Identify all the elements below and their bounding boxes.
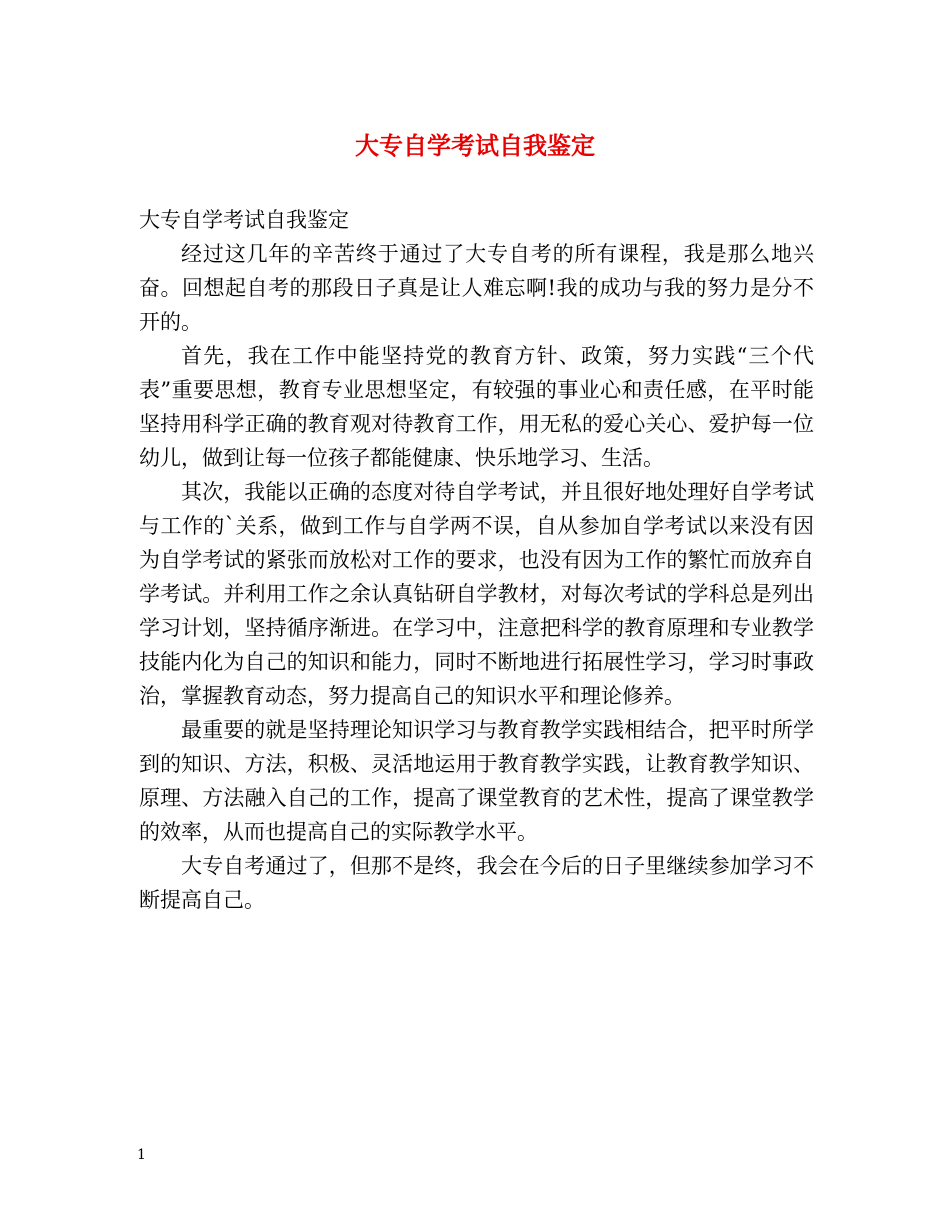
document-body: [139, 203, 814, 917]
paragraph-4: 最重要的就是坚持理论知识学习与教育教学实践相结合，把平时所学到的知识、方法，积极、灵活地运用于教育教学实践，让教育教学知识、原理、方法融入自己的工作，提高了课堂教育的艺术性，提高了课堂教学的效率，从而也提高自己的实际教学水平。: [139, 718, 814, 844]
document-title: 大专自学考试自我鉴定: [355, 131, 595, 160]
page-number: 1: [137, 1147, 146, 1163]
paragraph-5: 大专自考通过了，但那不是终，我会在今后的日子里继续参加学习不断提高自己。: [139, 854, 814, 912]
paragraph-2: 首先，我在工作中能坚持党的教育方针、政策，努力实践“三个代表”重要思想，教育专业思想坚定，有较强的事业心和责任感，在平时能坚持用科学正确的教育观对待教育工作，用无私的爱心关心、爱护每一位幼儿，做到让每一位孩子都能健康、快乐地学习、生活。: [139, 344, 814, 470]
paragraph-1: 经过这几年的辛苦终于通过了大专自考的所有课程，我是那么地兴奋。回想起自考的那段日子真是让人难忘啊!我的成功与我的努力是分不开的。: [139, 242, 814, 334]
document-subtitle: 大专自学考试自我鉴定: [139, 208, 349, 232]
paragraph-3: 其次，我能以正确的态度对待自学考试，并且很好地处理好自学考试与工作的`关系，做到工作与自学两不误，自从参加自学考试以来没有因为自学考试的紧张而放松对工作的要求，也没有因为工作的繁忙而放弃自学考试。并利用工作之余认真钻研自学教材，对每次考试的学科总是列出学习计划，坚持循序渐进。在学习中，注意把科学的教育原理和专业教学技能内化为自己的知识和能力，同时不断地进行拓展性学习，学习时事政治，掌握教育动态，努力提高自己的知识水平和理论修养。: [139, 480, 814, 708]
